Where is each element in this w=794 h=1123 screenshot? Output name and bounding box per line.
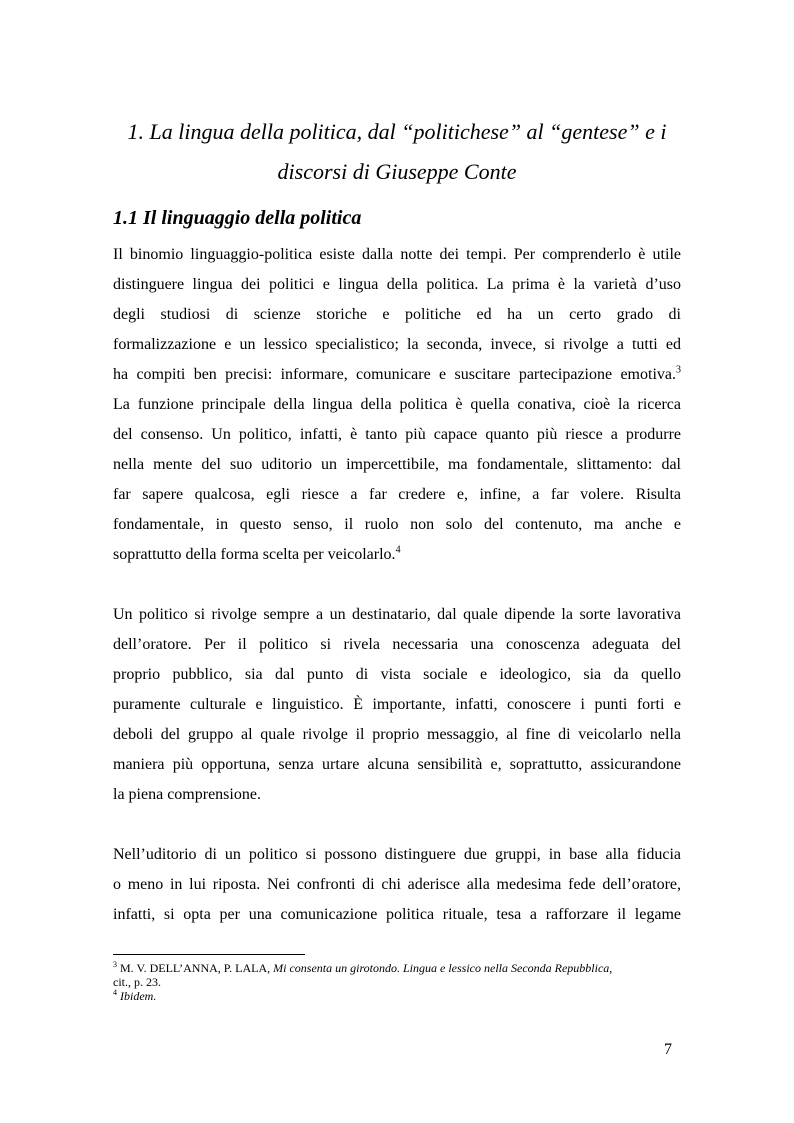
page-number: 7 [664,1041,672,1058]
footnote-reference[interactable]: 3 [676,364,681,376]
paragraph-line: degli studiosi di scienze storiche e politiche ed ha un certo grado di [113,306,681,323]
footnotes [113,961,683,1003]
paragraph-line: Il binomio linguaggio-politica esiste dalla notte dei tempi. Per comprenderlo è utile [113,246,681,263]
footnote-text: Ibidem. [120,989,157,1003]
paragraph-line: del consenso. Un politico, infatti, è tanto più capace quanto più riesce a produrre [113,426,681,443]
chapter-title-line-2: discorsi di Giuseppe Conte [277,159,517,184]
paragraph-line-text: soprattutto della forma scelta per veicolarlo. [113,546,396,563]
paragraph-1 [113,240,681,570]
footnote-punctuation: , [609,961,613,975]
footnote-number: 4 [113,988,117,997]
paragraph-line-with-note [113,360,681,390]
paragraph-2 [113,600,681,810]
paragraph-line: maniera più opportuna, senza urtare alcuna sensibilità e, soprattutto, assicurandone [113,756,681,773]
paragraph-3 [113,840,681,930]
chapter-title-line-1: 1. La lingua della politica, dal “politichese” al “gentese” e i [127,119,667,144]
footnote-separator [113,954,305,955]
section-title: 1.1 Il linguaggio della politica [113,207,362,229]
paragraph-line-text: ha compiti ben precisi: informare, comunicare e suscitare partecipazione emotiva. [113,366,676,383]
paragraph-line: infatti, si opta per una comunicazione politica rituale, tesa a rafforzare il legame [113,906,681,923]
chapter-title [113,112,681,192]
footnote-reference[interactable]: 4 [395,544,401,556]
paragraph-line: Un politico si rivolge sempre a un destinatario, dal quale dipende la sorte lavorativa [113,606,681,623]
paragraph-line: Nell’uditorio di un politico si possono distinguere due gruppi, in base alla fiducia [113,846,681,863]
paragraph-line: deboli del gruppo al quale rivolge il proprio messaggio, al fine di veicolarlo nella [113,726,681,743]
paragraph-line: proprio pubblico, sia dal punto di vista sociale e ideologico, sia da quello [113,666,681,683]
footnote-authors: M. V. DELL’ANNA, P. LALA, [120,961,271,975]
footnote-number: 3 [113,960,117,969]
footnote-citation: cit., p. 23. [113,975,161,989]
footnote-4 [113,989,683,1003]
paragraph-line: fondamentale, in questo senso, il ruolo non solo del contenuto, ma anche e [113,516,681,533]
paragraph-line: formalizzazione e un lessico specialistico; la seconda, invece, si rivolge a tutti ed [113,336,681,353]
footnote-3 [113,961,683,989]
paragraph-line: puramente culturale e linguistico. È importante, infatti, conoscere i punti forti e [113,696,681,713]
paragraph-line: La funzione principale della lingua della politica è quella conativa, cioè la ricerca [113,396,681,413]
paragraph-line: o meno in lui riposta. Nei confronti di chi aderisce alla medesima fede dell’oratore, [113,876,681,893]
paragraph-line: distinguere lingua dei politici e lingua della politica. La prima è la varietà d’uso [113,276,681,293]
paragraph-line: la piena comprensione. [113,786,261,803]
paragraph-line: dell’oratore. Per il politico si rivela necessaria una conoscenza adeguata del [113,636,681,653]
paragraph-line: nella mente del suo uditorio un impercettibile, ma fondamentale, slittamento: dal [113,456,681,473]
footnote-book-title: Mi consenta un girotondo. Lingua e lessico nella Seconda Repubblica [273,961,610,975]
paragraph-line-with-note [113,540,681,570]
paragraph-line: far sapere qualcosa, egli riesce a far credere e, infine, a far volere. Risulta [113,486,681,503]
